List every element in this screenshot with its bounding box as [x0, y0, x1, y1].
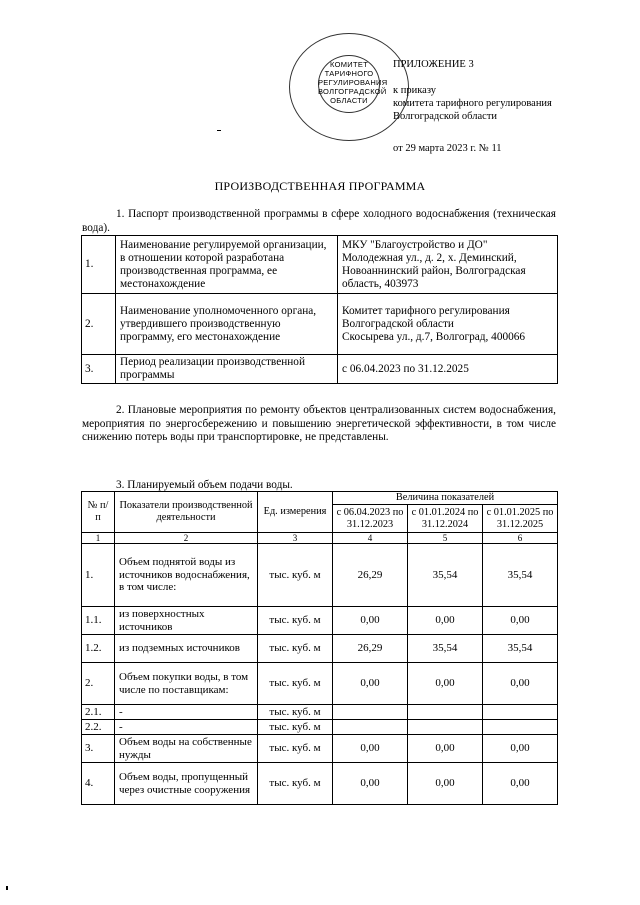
indicator-name: - [115, 705, 258, 720]
indicator-name: из поверхностных источников [115, 607, 258, 635]
passport-value-line: Комитет тарифного регулирования Волгоградской области [342, 304, 510, 330]
column-index-row [82, 533, 558, 544]
row-number: 4. [82, 763, 115, 805]
passport-label: Наименование регулируемой организации, в отношении которой разработана производственная программа, ее местонахождение [116, 236, 338, 294]
value-cell: 0,00 [483, 663, 558, 705]
value-cell: 0,00 [408, 763, 483, 805]
value-cell [333, 720, 408, 735]
passport-value-line: МКУ "Благоустройство и ДО" [342, 238, 488, 251]
passport-value [338, 236, 558, 294]
appendix-label: ПРИЛОЖЕНИЕ 3 [393, 59, 474, 70]
row-number: 3. [82, 355, 116, 384]
column-index: 1 [82, 533, 115, 544]
value-cell: 0,00 [333, 663, 408, 705]
water-volume-table [81, 491, 558, 805]
order-label: к приказу [393, 85, 436, 96]
value-cell [333, 705, 408, 720]
header-num: № п/п [82, 492, 115, 533]
committee-label: комитета тарифного регулирования [393, 98, 552, 109]
value-cell: 26,29 [333, 635, 408, 663]
passport-label: Наименование уполномоченного органа, утвердившего производственную программу, его местонахождение [116, 294, 338, 355]
seal-line: КОМИТЕТ [329, 60, 369, 69]
passport-row [82, 355, 558, 384]
column-index: 4 [333, 533, 408, 544]
unit-cell: тыс. куб. м [258, 705, 333, 720]
section-3-heading: 3. Планируемый объем подачи воды. [116, 479, 293, 491]
unit-cell: тыс. куб. м [258, 607, 333, 635]
value-cell: 35,54 [483, 635, 558, 663]
table-row [82, 720, 558, 735]
value-cell: 0,00 [408, 663, 483, 705]
value-cell: 26,29 [333, 544, 408, 607]
value-cell: 35,54 [408, 635, 483, 663]
document-header [393, 58, 552, 155]
row-number: 2.1. [82, 705, 115, 720]
row-number: 2. [82, 663, 115, 705]
table-row [82, 544, 558, 607]
table-row [82, 663, 558, 705]
table-row [82, 705, 558, 720]
seal-line: ТАРИФНОГО [324, 69, 374, 78]
scan-artifact [6, 886, 8, 890]
order-date: от 29 марта 2023 г. № 11 [393, 143, 502, 154]
seal-line: ОБЛАСТИ [330, 96, 368, 105]
header-period: с 01.01.2025 по 31.12.2025 [483, 505, 558, 533]
value-cell: 0,00 [483, 735, 558, 763]
value-cell [483, 705, 558, 720]
passport-value-line: Скосырева ул., д.7, Волгоград, 400066 [342, 330, 526, 343]
seal-line: ВОЛГОГРАДСКОЙ [318, 87, 387, 96]
header-unit: Ед. измерения [258, 492, 333, 533]
header-indicators: Показатели производственной деятельности [115, 492, 258, 533]
unit-cell: тыс. куб. м [258, 763, 333, 805]
indicator-name: Объем воды на собственные нужды [115, 735, 258, 763]
value-cell: 35,54 [408, 544, 483, 607]
column-index: 5 [408, 533, 483, 544]
value-cell: 0,00 [333, 607, 408, 635]
table-row [82, 735, 558, 763]
value-cell: 35,54 [483, 544, 558, 607]
table-row [82, 763, 558, 805]
value-cell: 0,00 [408, 607, 483, 635]
column-index: 6 [483, 533, 558, 544]
header-period: с 01.01.2024 по 31.12.2024 [408, 505, 483, 533]
passport-value-line: Молодежная ул., д. 2, х. Деминский, Новоаннинский район, Волгоградская область, 403973 [342, 251, 526, 290]
value-cell [483, 720, 558, 735]
column-index: 2 [115, 533, 258, 544]
value-cell: 0,00 [333, 735, 408, 763]
indicator-name: - [115, 720, 258, 735]
value-cell: 0,00 [408, 735, 483, 763]
indicator-name: из подземных источников [115, 635, 258, 663]
indicator-name: Объем воды, пропущенный через очистные сооружения [115, 763, 258, 805]
row-number: 3. [82, 735, 115, 763]
table-row [82, 635, 558, 663]
table-row [82, 607, 558, 635]
region-label: Волгоградской области [393, 111, 498, 122]
passport-label: Период реализации производственной программы [116, 355, 338, 384]
passport-value [338, 294, 558, 355]
column-index: 3 [258, 533, 333, 544]
signature-mark [217, 130, 221, 131]
seal-line: РЕГУЛИРОВАНИЯ [318, 78, 388, 87]
value-cell: 0,00 [483, 763, 558, 805]
unit-cell: тыс. куб. м [258, 720, 333, 735]
header-values: Величина показателей [333, 492, 558, 505]
value-cell: 0,00 [483, 607, 558, 635]
section-1-heading: 1. Паспорт производственной программы в сфере холодного водоснабжения (техническая вода). [82, 208, 556, 234]
official-seal-text [318, 60, 388, 105]
passport-row [82, 294, 558, 355]
unit-cell: тыс. куб. м [258, 663, 333, 705]
row-number: 1.2. [82, 635, 115, 663]
row-number: 2.2. [82, 720, 115, 735]
unit-cell: тыс. куб. м [258, 635, 333, 663]
header-period: с 06.04.2023 по 31.12.2023 [333, 505, 408, 533]
row-number: 1. [82, 236, 116, 294]
row-number: 2. [82, 294, 116, 355]
passport-row [82, 236, 558, 294]
value-cell [408, 705, 483, 720]
row-number: 1.1. [82, 607, 115, 635]
section-2-text: 2. Плановые мероприятия по ремонту объектов централизованных систем водоснабжения, мероприятия по энергосбережению и повышению энергетической эффективности, в том числе снижению потерь воды при транспортировке, не представлены. [82, 404, 556, 444]
indicator-name: Объем поднятой воды из источников водоснабжения, в том числе: [115, 544, 258, 607]
unit-cell: тыс. куб. м [258, 735, 333, 763]
value-cell: 0,00 [333, 763, 408, 805]
document-title: ПРОИЗВОДСТВЕННАЯ ПРОГРАММА [214, 179, 426, 193]
unit-cell: тыс. куб. м [258, 544, 333, 607]
passport-table [81, 235, 558, 384]
indicator-name: Объем покупки воды, в том числе по поставщикам: [115, 663, 258, 705]
value-cell [408, 720, 483, 735]
row-number: 1. [82, 544, 115, 607]
passport-value: с 06.04.2023 по 31.12.2025 [338, 355, 558, 384]
header-row [82, 492, 558, 505]
